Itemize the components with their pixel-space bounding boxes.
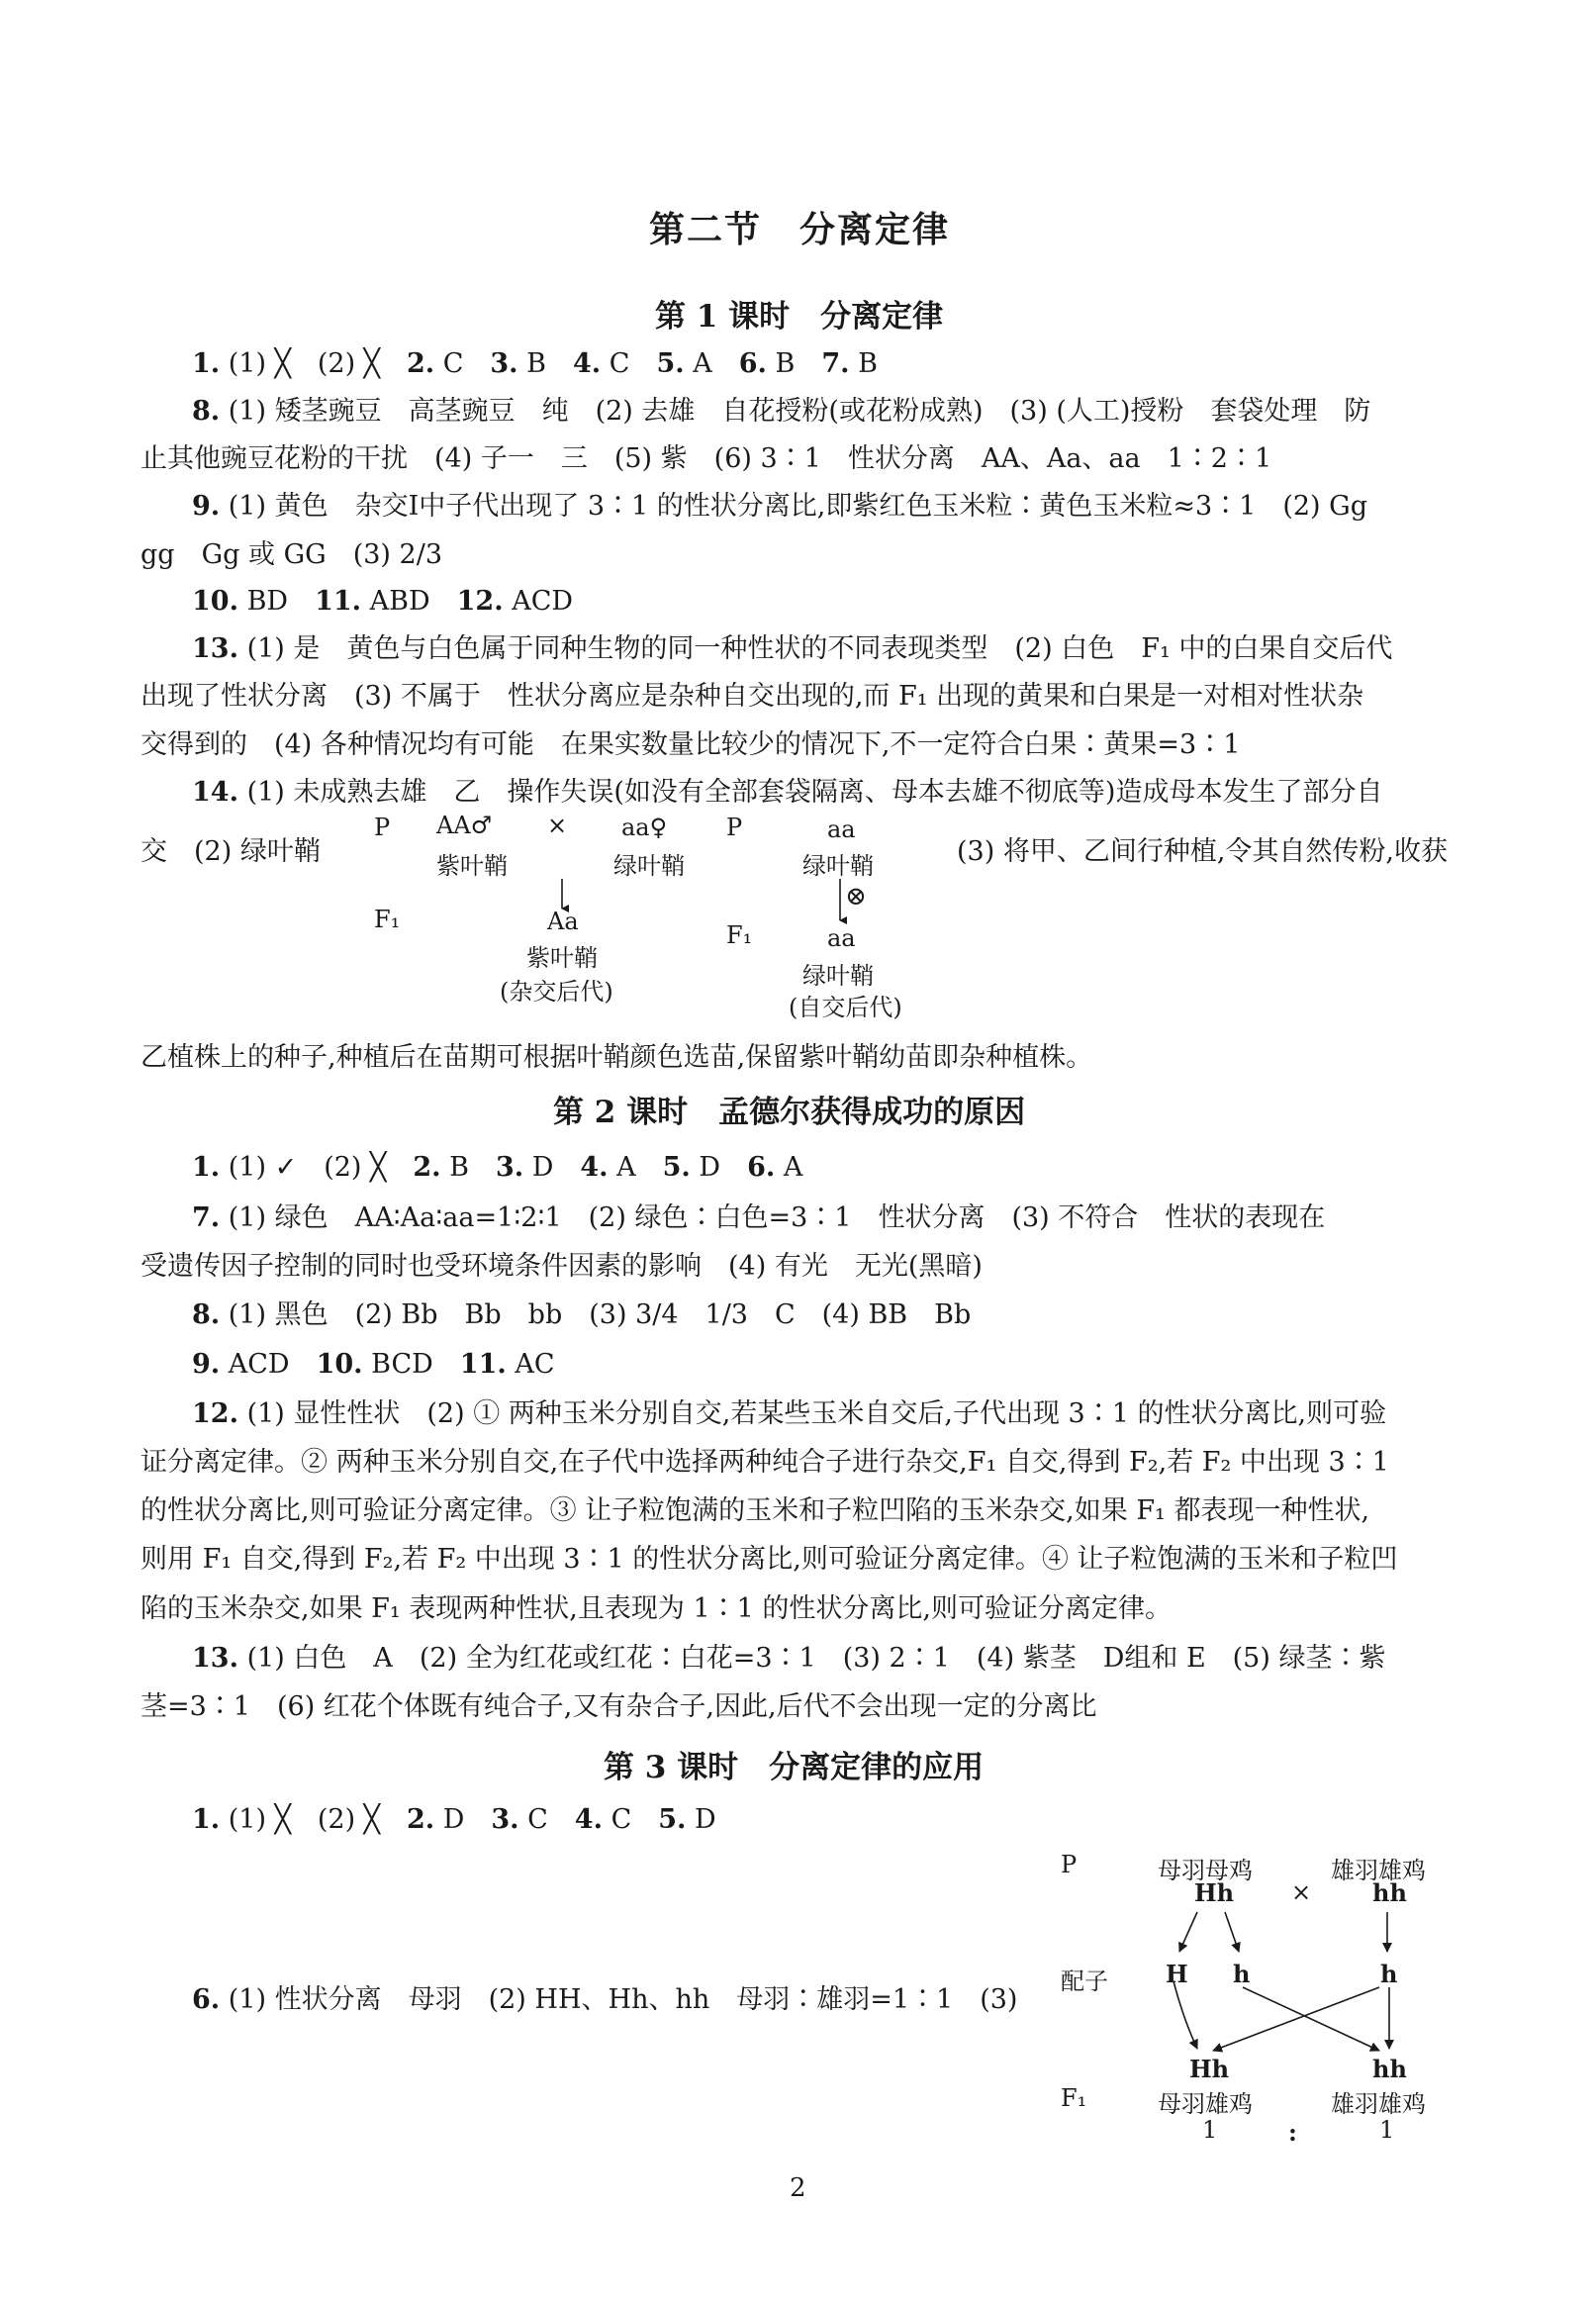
cross-sign: × bbox=[547, 812, 568, 839]
answer-text: C bbox=[602, 1804, 659, 1835]
question-number: 4. bbox=[580, 1152, 609, 1183]
answer-text: BD bbox=[237, 586, 316, 617]
self-parent-phenotype: 绿叶鞘 bbox=[802, 852, 874, 880]
question-number: 7. bbox=[821, 348, 850, 379]
lesson1-title: 第 1 课时 分离定律 bbox=[655, 299, 944, 335]
answer-text: (1) 黄色 杂交Ⅰ中子代出现了 3∶1 的性状分离比,即紫红色玉米粒∶黄色玉米粒≈3∶1 (2) Gg bbox=[220, 491, 1368, 522]
question-number: 12. bbox=[456, 586, 504, 617]
answer-text: D bbox=[434, 1804, 492, 1835]
answer-text: (1) 性状分离 母羽 (2) HH、Hh、hh 母羽∶雄羽=1∶1 (3) bbox=[220, 1984, 1018, 2015]
section-title: 第二节 分离定律 bbox=[649, 209, 951, 250]
answer-text: (1) 绿色 AA∶Aa∶aa=1∶2∶1 (2) 绿色∶白色=3∶1 性状分离 (3) 不符合 性状的表现在 bbox=[220, 1202, 1326, 1233]
chicken-cross-sign: × bbox=[1291, 1878, 1312, 1906]
lesson3-title: 第 3 课时 分离定律的应用 bbox=[604, 1750, 985, 1785]
offspring2-phenotype: 雄羽雄鸡 bbox=[1331, 2090, 1426, 2118]
gamete-H: H bbox=[1166, 1960, 1188, 1988]
chicken-f1-label: F₁ bbox=[1061, 2084, 1087, 2112]
question-number: 10. bbox=[316, 1349, 363, 1380]
question-number: 2. bbox=[406, 1804, 435, 1835]
mother-phenotype: 母羽母鸡 bbox=[1158, 1857, 1253, 1884]
ratio-sign: : bbox=[1288, 2118, 1297, 2147]
answer-text: 受遗传因子控制的同时也受环境条件因素的影响 (4) 有光 无光(黑暗) bbox=[141, 1251, 983, 1282]
answer-text: ACD bbox=[503, 586, 573, 617]
offspring2-ratio: 1 bbox=[1379, 2116, 1395, 2144]
question-number: 11. bbox=[459, 1349, 507, 1380]
answer-text: C bbox=[601, 348, 657, 379]
question-number: 3. bbox=[495, 1152, 524, 1183]
answer-text: (1) 是 黄色与白色属于同种生物的同一种性状的不同表现类型 (2) 白色 F₁ 中的白果自交后代 bbox=[237, 633, 1393, 664]
answer-text: (1) ✓ (2) ╳ bbox=[220, 1152, 414, 1183]
answer-text: C bbox=[518, 1804, 575, 1835]
answer-text: 茎=3∶1 (6) 红花个体既有纯合子,又有杂合子,因此,后代不会出现一定的分离比 bbox=[141, 1691, 1097, 1722]
mother-to-H-arrow bbox=[1179, 1912, 1197, 1952]
question-number: 2. bbox=[406, 348, 435, 379]
question-number: 12. bbox=[192, 1398, 238, 1429]
offspring1-genotype: Hh bbox=[1189, 2055, 1230, 2083]
gamete-h2: h bbox=[1380, 1960, 1398, 1988]
answer-text: 出现了性状分离 (3) 不属于 性状分离应是杂种自交出现的,而 F₁ 出现的黄果和白果是一对相对性状杂 bbox=[141, 681, 1364, 712]
answer-text: B bbox=[517, 348, 573, 379]
answer-text: (1) 未成熟去雄 乙 操作失误(如没有全部套袋隔离、母本去雄不彻底等)造成母本发生了部分自 bbox=[237, 777, 1383, 808]
answer-text: 的性状分离比,则可验证分离定律。③ 让子粒饱满的玉米和子粒凹陷的玉米杂交,如果 F₁ 都表现一种性状, bbox=[141, 1495, 1370, 1526]
self-offspring-note: (自交后代) bbox=[789, 994, 902, 1021]
lesson2-title: 第 2 课时 孟德尔获得成功的原因 bbox=[553, 1095, 1026, 1130]
q14-last-line: 乙植株上的种子,种植后在苗期可根据叶鞘颜色选苗,保留紫叶鞘幼苗即杂种植株。 bbox=[141, 1042, 1093, 1073]
cross-female-phenotype: 绿叶鞘 bbox=[613, 852, 685, 880]
answer-text: D bbox=[686, 1804, 716, 1835]
answer-text: AC bbox=[506, 1349, 555, 1380]
cross-male-genotype: AA♂ bbox=[436, 812, 493, 839]
cross-p-label: P bbox=[374, 814, 391, 841]
answer-text: gg Gg 或 GG (3) 2/3 bbox=[141, 539, 443, 570]
question-number: 3. bbox=[491, 1804, 519, 1835]
self-offspring-phenotype: 绿叶鞘 bbox=[802, 962, 874, 990]
question-number: 8. bbox=[192, 1299, 221, 1330]
question-number: 8. bbox=[192, 396, 221, 427]
answer-text: B bbox=[766, 348, 822, 379]
gamete-h1: h bbox=[1233, 1960, 1251, 1988]
self-symbol: ⊗ bbox=[845, 882, 867, 912]
self-parent-genotype: aa bbox=[827, 816, 856, 843]
answer-text: (1) ╳ (2) ╳ bbox=[220, 348, 407, 379]
question-number: 9. bbox=[192, 491, 221, 522]
question-number: 5. bbox=[656, 348, 685, 379]
answer-text: 陷的玉米杂交,如果 F₁ 表现两种性状,且表现为 1∶1 的性状分离比,则可验证分离定律。 bbox=[141, 1593, 1172, 1624]
cross-f1-label: F₁ bbox=[374, 906, 401, 933]
question-number: 6. bbox=[738, 348, 767, 379]
answer-text: (1) 显性性状 (2) ① 两种玉米分别自交,若某些玉米自交后,子代出现 3∶1 的性状分离比,则可验 bbox=[237, 1398, 1387, 1429]
father-genotype: hh bbox=[1372, 1878, 1407, 1907]
answer-text: B bbox=[849, 348, 878, 379]
answer-text: 则用 F₁ 自交,得到 F₂,若 F₂ 中出现 3∶1 的性状分离比,则可验证分离定律。④ 让子粒饱满的玉米和子粒凹 bbox=[141, 1544, 1398, 1575]
self-p-label: P bbox=[726, 814, 743, 841]
question-number: 9. bbox=[192, 1349, 221, 1380]
answer-text: A bbox=[608, 1152, 663, 1183]
cross-male-phenotype: 紫叶鞘 bbox=[436, 852, 508, 880]
offspring1-ratio: 1 bbox=[1202, 2116, 1218, 2144]
question-number: 3. bbox=[490, 348, 518, 379]
self-f1-label: F₁ bbox=[726, 921, 753, 949]
answer-text: 证分离定律。② 两种玉米分别自交,在子代中选择两种纯合子进行杂交,F₁ 自交,得到 F₂,若 F₂ 中出现 3∶1 bbox=[141, 1447, 1389, 1478]
question-number: 4. bbox=[574, 1804, 603, 1835]
question-number: 13. bbox=[192, 633, 238, 664]
question-number: 1. bbox=[192, 1804, 221, 1835]
answer-text: C bbox=[434, 348, 491, 379]
cross-offspring-genotype: Aa bbox=[547, 908, 579, 935]
offspring2-genotype: hh bbox=[1372, 2055, 1407, 2083]
question-number: 5. bbox=[658, 1804, 687, 1835]
page-number: 2 bbox=[790, 2173, 806, 2203]
h-to-hh-arrow bbox=[1243, 1987, 1379, 2051]
H-to-Hh-arrow bbox=[1174, 1981, 1197, 2049]
self-offspring-genotype: aa bbox=[827, 924, 856, 952]
q14-part3: (3) 将甲、乙间行种植,令其自然传粉,收获 bbox=[957, 836, 1448, 867]
question-number: 1. bbox=[192, 1152, 221, 1183]
answer-text: D bbox=[523, 1152, 581, 1183]
answer-text: A bbox=[775, 1152, 803, 1183]
answer-text: BCD bbox=[362, 1349, 460, 1380]
question-number: 6. bbox=[747, 1152, 776, 1183]
question-number: 2. bbox=[413, 1152, 441, 1183]
answer-text: (1) 黑色 (2) Bb Bb bb (3) 3/4 1/3 C (4) BB Bb bbox=[220, 1299, 972, 1330]
answer-text: (1) 矮茎豌豆 高茎豌豆 纯 (2) 去雄 自花授粉(或花粉成熟) (3) (人工)授粉 套袋处理 防 bbox=[220, 396, 1371, 427]
question-number: 10. bbox=[192, 586, 238, 617]
answer-text: A bbox=[684, 348, 739, 379]
q14-part2-lead: 交 (2) 绿叶鞘 bbox=[141, 836, 321, 867]
answer-text: B bbox=[440, 1152, 496, 1183]
answer-text: (1) 白色 A (2) 全为红花或红花∶白花=3∶1 (3) 2∶1 (4) 紫茎 D组和 E (5) 绿茎∶紫 bbox=[237, 1643, 1386, 1674]
cross-offspring-phenotype: 紫叶鞘 bbox=[526, 944, 598, 972]
question-number: 11. bbox=[315, 586, 362, 617]
question-number: 13. bbox=[192, 1643, 238, 1674]
mother-genotype: Hh bbox=[1194, 1878, 1235, 1907]
mother-to-h-arrow bbox=[1225, 1912, 1239, 1952]
chicken-p-label: P bbox=[1061, 1851, 1078, 1878]
answer-text: 交得到的 (4) 各种情况均有可能 在果实数量比较少的情况下,不一定符合白果∶黄果=3∶1 bbox=[141, 729, 1241, 760]
question-number: 4. bbox=[573, 348, 602, 379]
answer-text: (1) ╳ (2) ╳ bbox=[220, 1804, 407, 1835]
answer-text: 止其他豌豆花粉的干扰 (4) 子一 三 (5) 紫 (6) 3∶1 性状分离 AA、Aa、aa 1∶2∶1 bbox=[141, 443, 1272, 474]
question-number: 1. bbox=[192, 348, 221, 379]
gamete-label: 配子 bbox=[1061, 1968, 1108, 1995]
answer-text: D bbox=[690, 1152, 748, 1183]
question-number: 6. bbox=[192, 1984, 221, 2015]
answer-text: ABD bbox=[361, 586, 457, 617]
h-to-Hh-arrow bbox=[1213, 1987, 1379, 2051]
question-number: 5. bbox=[662, 1152, 691, 1183]
cross-female-genotype: aa♀ bbox=[621, 814, 668, 841]
offspring1-phenotype: 母羽雄鸡 bbox=[1158, 2090, 1253, 2118]
answer-text: ACD bbox=[220, 1349, 317, 1380]
question-number: 14. bbox=[192, 777, 238, 808]
cross-offspring-note: (杂交后代) bbox=[500, 978, 613, 1006]
question-number: 7. bbox=[192, 1202, 221, 1233]
father-phenotype: 雄羽雄鸡 bbox=[1331, 1857, 1426, 1884]
